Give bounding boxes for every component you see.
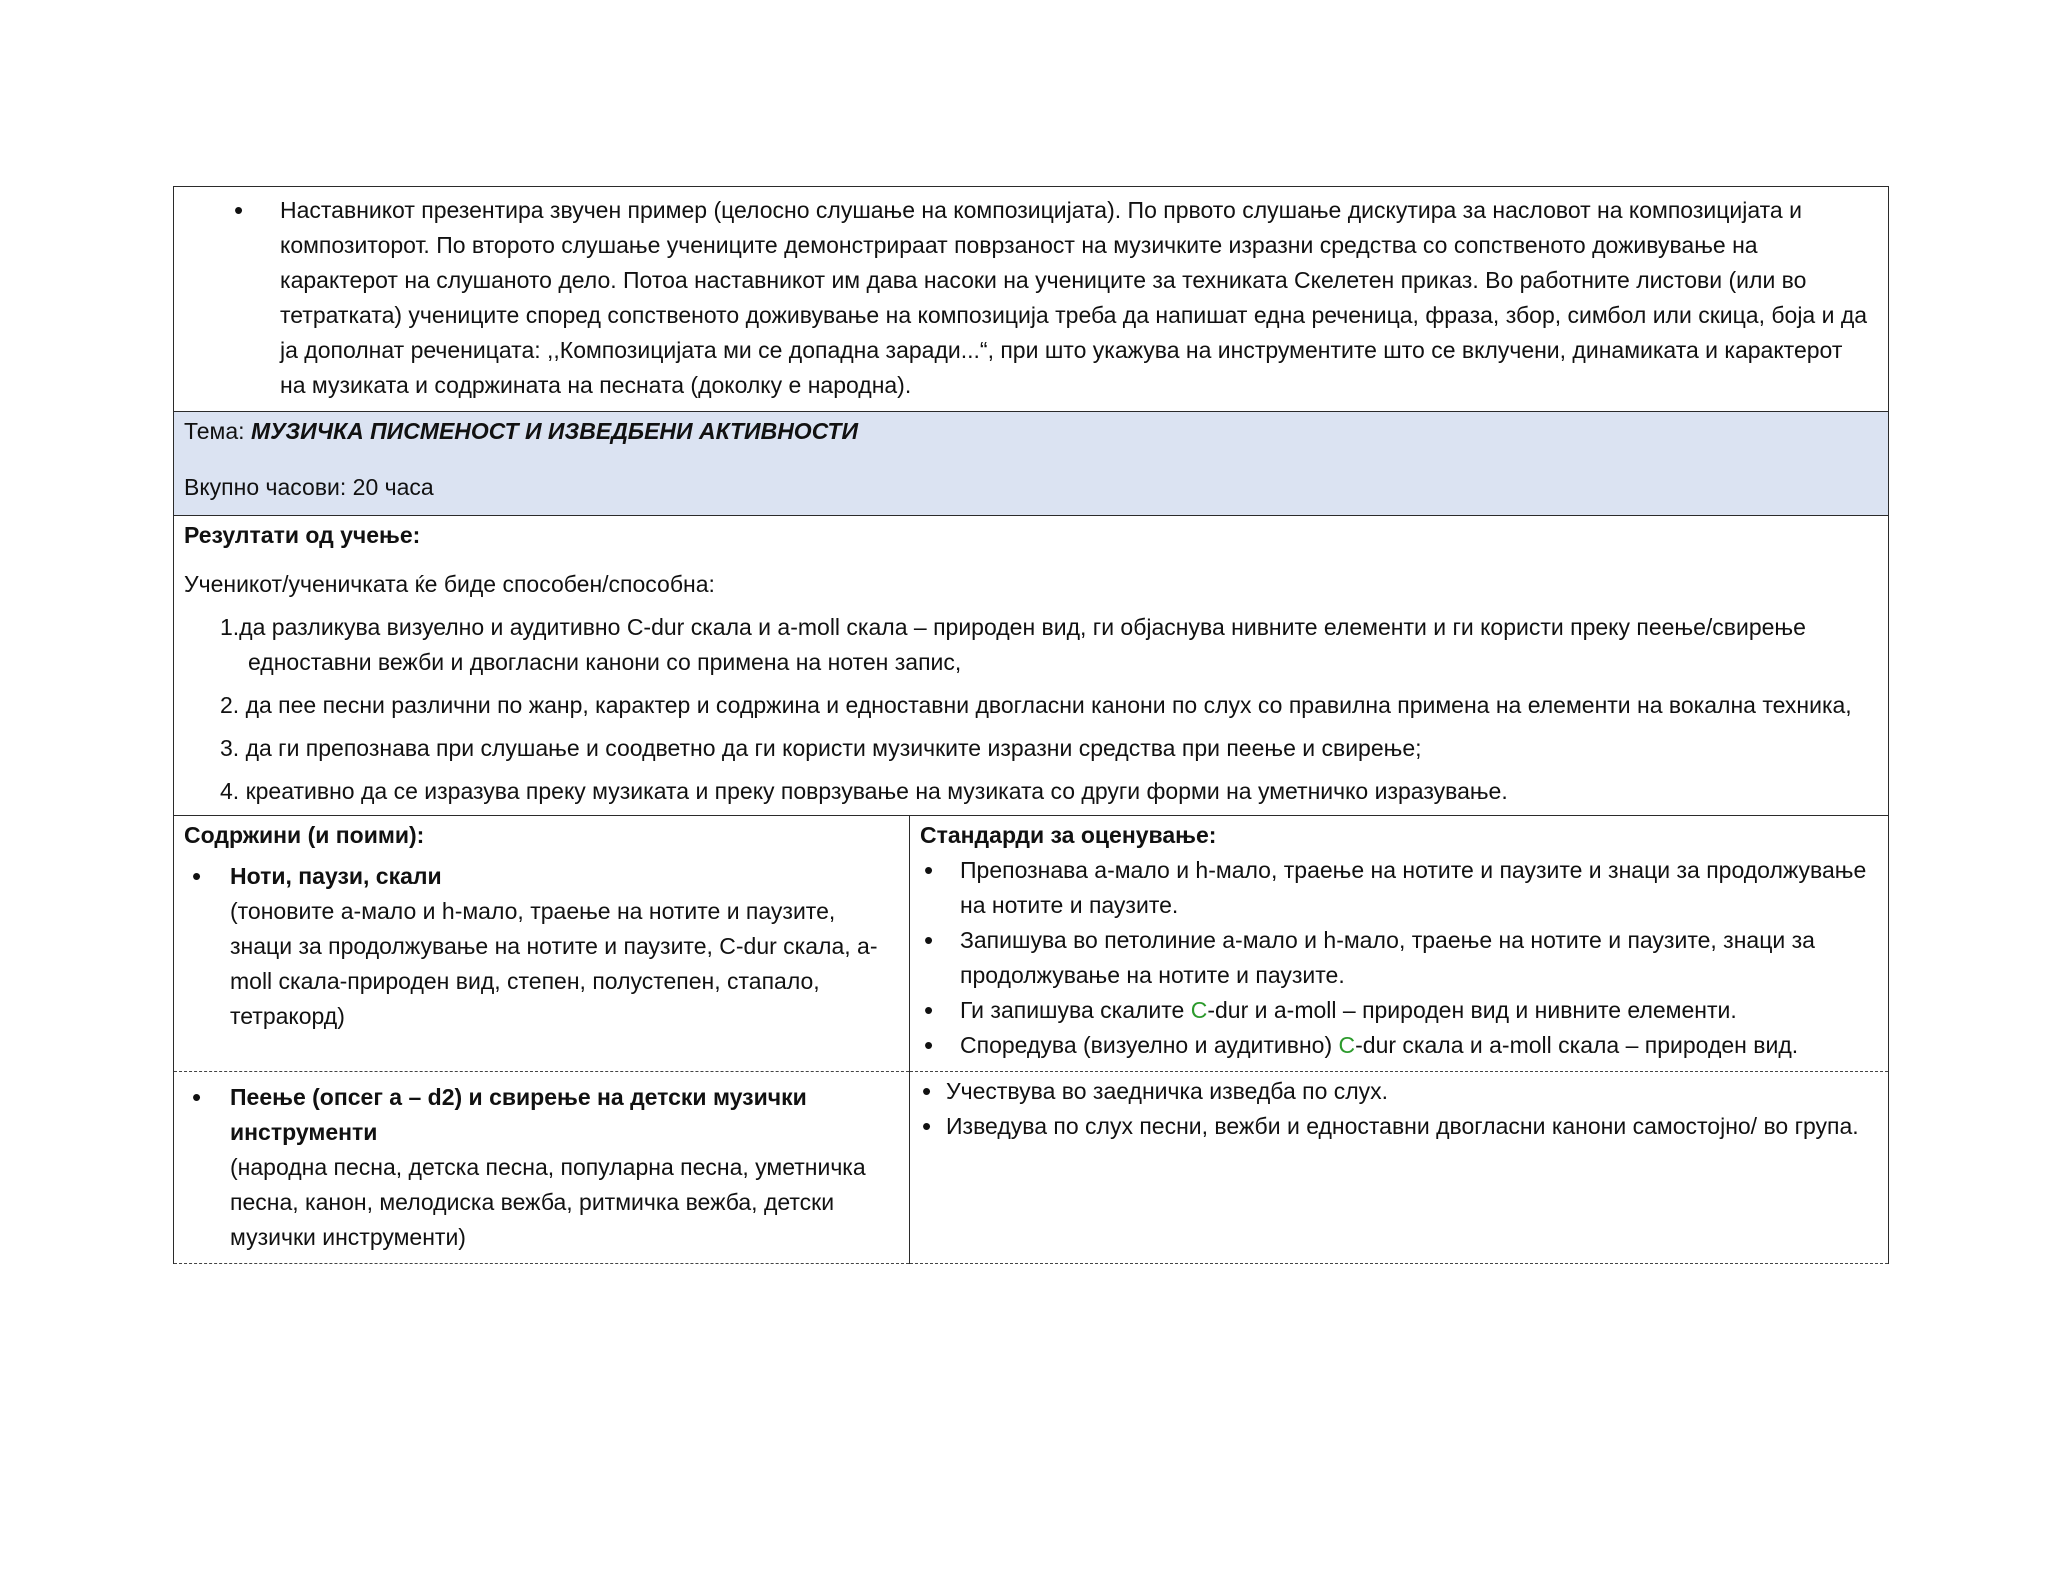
standard-item-5: • Учествува во заедничка изведба по слух. — [920, 1074, 1878, 1109]
topic-title: МУЗИЧКА ПИСМЕНОСТ И ИЗВЕДБЕНИ АКТИВНОСТИ — [250, 418, 859, 444]
standards-cell-2 — [910, 1072, 1889, 1264]
outcome-item-4: 4. креативно да се изразува преку музиката и преку поврзување на музиката со други форми на уметничко изразување. — [220, 778, 1508, 804]
standard-item-4-end: -dur скала и a-moll скала – природен вид. — [1355, 1032, 1799, 1058]
standard-item-3-end: -dur и a-moll – природен вид и нивните елементи. — [1207, 997, 1737, 1023]
contents-list-1 — [184, 859, 899, 894]
outcomes-heading: Резултати од учење: — [184, 522, 421, 548]
contents-list-2 — [184, 1080, 899, 1150]
contents-desc-2: (народна песна, детска песна, популарна песна, уметничка песна, канон, мелодиска вежба, ритмичка вежба, детски музички инструменти) — [230, 1154, 866, 1250]
contents-desc-1: (тоновите а-мало и h-мало, траење на нотите и паузите, знаци за продолжување на нотите и паузите, C-dur скала, a-moll скала-природен вид, степен, полустепен, стапало, тетракорд) — [230, 898, 878, 1029]
contents-title-1: • Ноти, паузи, скали — [184, 859, 899, 894]
standards-list-2 — [920, 1074, 1878, 1144]
contents-heading: Содржини (и поими): — [184, 822, 425, 848]
topic-row — [174, 412, 1889, 516]
standard-item-4 — [920, 1028, 1878, 1063]
topic-line — [184, 414, 1878, 449]
contents-cell-2 — [174, 1072, 910, 1264]
standard-item-3-accent: C — [1190, 997, 1208, 1023]
contents-cell-1 — [174, 816, 910, 1072]
topic-label: Тема: — [184, 418, 251, 444]
standards-list-1 — [920, 853, 1878, 1063]
total-hours: Вкупно часови: 20 часа — [184, 474, 434, 500]
outcomes-cell — [174, 516, 1889, 816]
curriculum-table — [173, 186, 1889, 1264]
contents-row-2 — [174, 1072, 1889, 1264]
standard-item-6: • Изведува по слух песни, вежби и едноставни двогласни канони самостојно/ во група. — [920, 1109, 1878, 1144]
standards-cell-1 — [910, 816, 1889, 1072]
outcome-item-1: 1.да разликува визуелно и аудитивно C-dur скала и a-moll скала – природен вид, ги објаснува нивните елементи и ги користи преку пеење/свирење едноставни вежби и двогласни канони со примена на нотен запис, — [220, 614, 1806, 675]
standard-item-1: • Препознава а-мало и h-мало, траење на нотите и паузите и знаци за продолжување на нотите и паузите. — [920, 853, 1878, 923]
topic-band — [174, 412, 1889, 516]
intro-cell — [174, 187, 1889, 412]
standard-item-4-accent: C — [1338, 1032, 1356, 1058]
intro-list — [174, 193, 1868, 403]
outcomes-list — [184, 610, 1868, 809]
contents-title-2: • Пеење (опсег а – d2) и свирење на детски музички инструменти — [184, 1080, 899, 1150]
standard-item-4-start: Споредува (визуелно и аудитивно) — [960, 1032, 1339, 1058]
outcomes-row — [174, 516, 1889, 816]
intro-paragraph: • Наставникот презентира звучен пример (целосно слушање на композицијата). По првото слушање дискутира за насловот на композицијата и композиторот. По второто слушање учениците демонстрираат поврзаност на музичките изразни средства со сопственото доживување на карактерот на слушаното дело. Потоа наставникот им дава насоки на учениците за техниката Скелетен приказ. Во работните листови (или во тетратката) учениците според сопственото доживување на композиција треба да напишат една реченица, фраза, збор, симбол или скица, боја и да ја дополнат реченицата: ,,Композицијата ми се допадна заради...“, при што укажува на инструментите што се вклучени, динамиката и карактерот на музиката и содржината на песната (доколку е народна). — [280, 193, 1868, 403]
intro-row — [174, 187, 1889, 412]
outcome-item-2: 2. да пее песни различни по жанр, карактер и содржина и едноставни двогласни канони по слух со правилна примена на елементи на вокална техника, — [220, 692, 1852, 718]
standard-item-2: • Запишува во петолиние а-мало и h-мало, траење на нотите и паузите, знаци за продолжување на нотите и паузите. — [920, 923, 1878, 993]
outcome-item-3: 3. да ги препознава при слушање и соодветно да ги користи музичките изразни средства при пеење и свирење; — [220, 735, 1422, 761]
outcomes-intro: Ученикот/ученичката ќе биде способен/способна: — [184, 571, 715, 597]
contents-row-1 — [174, 816, 1889, 1072]
standards-heading: Стандарди за оценување: — [920, 822, 1217, 848]
standard-item-3 — [920, 993, 1878, 1028]
standard-item-3-start: Ги запишува скалите — [960, 997, 1191, 1023]
